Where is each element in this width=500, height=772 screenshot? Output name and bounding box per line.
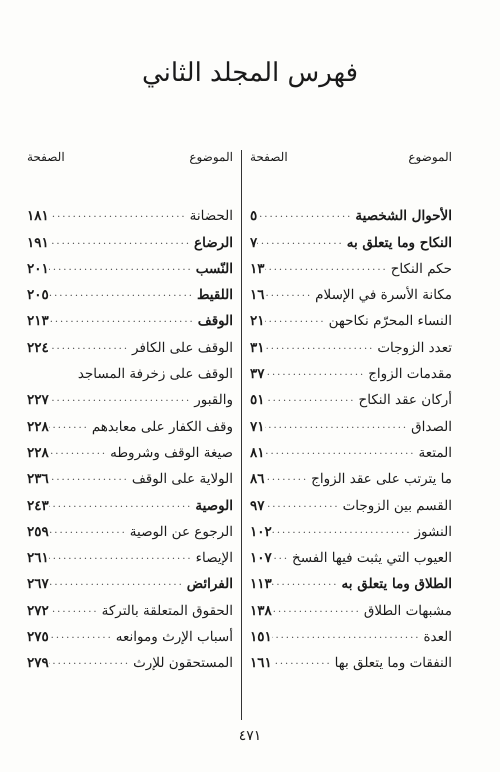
dot-leader xyxy=(49,548,196,566)
toc-entry-title: أركان عقد النكاح xyxy=(358,392,452,409)
toc-entry-page: ١٦١ xyxy=(250,655,272,672)
toc-entry-title: والقبور xyxy=(194,392,233,409)
toc-entry xyxy=(242,356,460,382)
toc-entry xyxy=(19,277,241,303)
page-header: الصفحة xyxy=(27,150,65,164)
toc-entry-title: تعدد الزوجات xyxy=(377,339,452,356)
toc-entry-title: النساء المحرّم نكاحهن xyxy=(328,313,452,330)
dot-leader xyxy=(265,443,419,461)
subject-header: الموضوع xyxy=(408,150,452,164)
dot-leader xyxy=(49,390,194,408)
dot-leader xyxy=(265,364,369,382)
toc-entry xyxy=(242,251,460,277)
dot-leader xyxy=(272,522,415,540)
dot-leader xyxy=(272,653,335,671)
toc-entry-page: ١٠٢ xyxy=(250,523,272,540)
toc-entry-page: ١٥١ xyxy=(250,629,272,646)
toc-entry-page: ١٣ xyxy=(250,260,265,277)
toc-entry xyxy=(19,356,241,382)
toc-entry xyxy=(19,198,241,224)
toc-entry-title: مقدمات الزواج xyxy=(368,366,452,383)
dot-leader xyxy=(265,496,343,514)
dot-leader xyxy=(265,311,329,329)
toc-entry xyxy=(19,224,241,250)
toc-entry xyxy=(242,277,460,303)
toc-entry xyxy=(19,514,241,540)
toc-entry-title: مشبهات الطلاق xyxy=(363,602,452,619)
toc-entry-title: الرجوع عن الوصية xyxy=(129,523,233,540)
toc-entry-page: ١١٣ xyxy=(250,576,272,593)
toc-entry xyxy=(19,461,241,487)
toc-entry-title: مكانة الأسرة في الإسلام xyxy=(315,287,452,304)
dot-leader xyxy=(265,285,316,303)
dot-leader xyxy=(265,259,391,277)
toc-entry-page: ٢٢٧ xyxy=(27,392,49,409)
toc-entry-page: ٩٧ xyxy=(250,497,265,514)
toc-entry-title: أسباب الإرث وموانعه xyxy=(115,629,233,646)
toc-entry-page: ٨٦ xyxy=(250,471,265,488)
toc-entry xyxy=(19,382,241,408)
toc-entry-page: ١٦ xyxy=(250,287,265,304)
page-number: ٤٧١ xyxy=(238,728,262,744)
toc-entry-page: ٢٠١ xyxy=(27,260,49,277)
dot-leader xyxy=(49,285,197,303)
toc-entry-title: الوقف على الكافر xyxy=(132,339,233,356)
toc-entry-title: الرضاع xyxy=(194,234,233,251)
toc-entry xyxy=(242,619,460,645)
toc-entry-page: ٣٧ xyxy=(250,366,265,383)
toc-list xyxy=(19,198,241,671)
dot-leader xyxy=(49,574,187,592)
toc-entry-title: النفقات وما يتعلق بها xyxy=(334,655,452,672)
dot-leader xyxy=(272,601,364,619)
toc-entry xyxy=(242,514,460,540)
toc-entry-title: المتعة xyxy=(418,444,452,461)
toc-entry-title: الصداق xyxy=(411,418,452,435)
column-header xyxy=(19,150,241,172)
toc-column-right xyxy=(242,150,460,671)
toc-entry xyxy=(242,224,460,250)
dot-leader xyxy=(49,601,102,619)
toc-entry xyxy=(19,566,241,592)
dot-leader xyxy=(49,233,194,251)
toc-entry-title: الحقوق المتعلقة بالتركة xyxy=(101,602,233,619)
toc-entry-page: ١٨١ xyxy=(27,208,49,225)
toc-entry xyxy=(19,487,241,513)
toc-entry-title: الفرائض xyxy=(186,576,233,593)
toc-entry xyxy=(242,540,460,566)
toc-entry xyxy=(19,540,241,566)
toc-entry-title: الطلاق وما يتعلق به xyxy=(341,576,452,593)
toc-entry xyxy=(242,408,460,434)
toc-entry xyxy=(242,592,460,618)
toc-entry xyxy=(19,435,241,461)
toc-entry-title: صيغة الوقف وشروطه xyxy=(110,444,233,461)
toc-entry-page: ٢٧٥ xyxy=(27,629,49,646)
toc-entry-page: ٢٧٩ xyxy=(27,655,49,672)
toc-entry-page: ٢٣٦ xyxy=(27,471,49,488)
toc-entry-title: العدة xyxy=(423,629,452,646)
dot-leader xyxy=(272,627,424,645)
dot-leader xyxy=(272,574,342,592)
dot-leader xyxy=(49,338,132,356)
toc-entry xyxy=(242,645,460,671)
column-header xyxy=(242,150,460,172)
dot-leader xyxy=(272,548,292,566)
toc-entry-title: المستحقون للإرث xyxy=(133,655,233,672)
toc-entry-page: ١٣٨ xyxy=(250,602,272,619)
toc-entry-title: الوقف xyxy=(197,313,233,330)
toc-entry-page: ٢١ xyxy=(250,313,265,330)
toc-entry-page: ٢٤٣ xyxy=(27,497,49,514)
dot-leader xyxy=(49,443,110,461)
toc-entry-title: الأحوال الشخصية xyxy=(355,208,452,225)
toc-entry-title: اللقيط xyxy=(196,287,233,304)
toc-entry-page: ٢١٣ xyxy=(27,313,49,330)
toc-entry xyxy=(19,592,241,618)
dot-leader xyxy=(49,653,133,671)
toc-entry-page: ٧١ xyxy=(250,418,265,435)
subject-header: الموضوع xyxy=(189,150,233,164)
dot-leader xyxy=(49,417,92,435)
dot-leader xyxy=(257,233,346,251)
toc-entry-title: الوصية xyxy=(195,497,233,514)
toc-entry-title: العيوب التي يثبت فيها الفسخ xyxy=(292,550,452,567)
toc-column-left xyxy=(19,150,242,720)
toc-list xyxy=(242,198,460,671)
toc-entry xyxy=(242,566,460,592)
toc-entry xyxy=(242,382,460,408)
toc-entry-title: الوقف على زخرفة المساجد xyxy=(77,366,233,383)
dot-leader xyxy=(49,259,196,277)
dot-leader xyxy=(49,469,132,487)
page-title: فهرس المجلد الثاني xyxy=(141,58,359,88)
dot-leader xyxy=(49,311,198,329)
toc-entry-title: الإيصاء xyxy=(195,550,233,567)
toc-entry-title: النشوز xyxy=(414,523,452,540)
toc-entry-page: ٥ xyxy=(250,208,258,225)
toc-entry xyxy=(19,329,241,355)
dot-leader xyxy=(265,338,378,356)
toc-entry xyxy=(242,435,460,461)
toc-entry xyxy=(242,198,460,224)
toc-entry xyxy=(19,619,241,645)
toc-entry-title: حكم النكاح xyxy=(390,260,452,277)
toc-entry-page: ٨١ xyxy=(250,444,265,461)
toc-entry-page: ٢٢٨ xyxy=(27,444,49,461)
toc-entry-page: ٢٢٤ xyxy=(27,339,49,356)
dot-leader xyxy=(49,206,190,224)
toc-entry-page: ٢٠٥ xyxy=(27,287,49,304)
toc-entry-title: النكاح وما يتعلق به xyxy=(346,234,452,251)
toc-entry-page: ٢٢٨ xyxy=(27,418,49,435)
dot-leader xyxy=(49,522,130,540)
toc-entry-page: ٢٧٢ xyxy=(27,602,49,619)
toc-entry xyxy=(242,487,460,513)
toc-entry-title: القسم بين الزوجات xyxy=(342,497,452,514)
toc-entry-page: ٥١ xyxy=(250,392,265,409)
toc-entry-page: ٢٥٩ xyxy=(27,523,49,540)
dot-leader xyxy=(257,206,355,224)
toc-entry xyxy=(242,329,460,355)
toc-entry xyxy=(242,303,460,329)
dot-leader xyxy=(49,627,116,645)
toc-entry-page: ٣١ xyxy=(250,339,265,356)
toc-entry-title: ما يترتب على عقد الزواج xyxy=(311,471,452,488)
page-header: الصفحة xyxy=(250,150,288,164)
toc-entry-page: ٧ xyxy=(250,234,258,251)
toc-entry-page: ١٩١ xyxy=(27,234,49,251)
toc-entry-title: الولاية على الوقف xyxy=(131,471,233,488)
toc-entry-page: ٢٦٧ xyxy=(27,576,49,593)
dot-leader xyxy=(49,496,196,514)
toc-entry-title: النّسب xyxy=(195,260,233,277)
toc-entry xyxy=(242,461,460,487)
toc-entry xyxy=(19,251,241,277)
toc-entry-title: وقف الكفار على معابدهم xyxy=(91,418,233,435)
toc-entry xyxy=(19,408,241,434)
dot-leader xyxy=(265,390,359,408)
dot-leader xyxy=(265,417,412,435)
toc-entry xyxy=(19,303,241,329)
toc-entry-page: ١٠٧ xyxy=(250,550,272,567)
toc-entry-title: الحضانة xyxy=(189,208,233,225)
toc-entry-page: ٢٦١ xyxy=(27,550,49,567)
dot-leader xyxy=(265,469,312,487)
toc-entry xyxy=(19,645,241,671)
